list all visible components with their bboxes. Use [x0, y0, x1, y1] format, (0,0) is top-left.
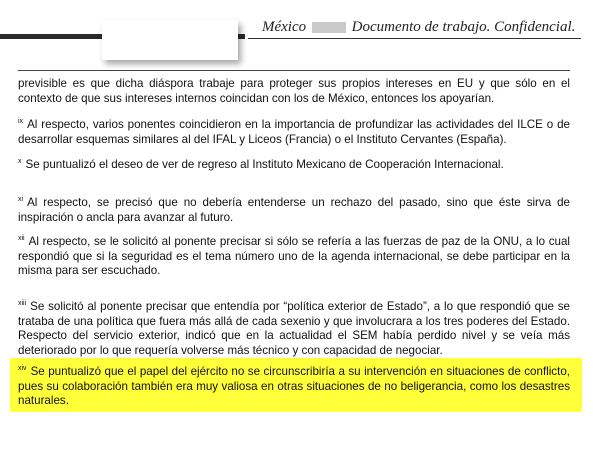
- header-subtitle: Documento de trabajo. Confidencial.: [351, 19, 576, 35]
- header-rule: [248, 38, 581, 39]
- endnote-xiii: [18, 300, 570, 358]
- endnote-text: previsible es que dicha diáspora trabaje para proteger sus propios intereses en EU y que sólo en el contexto de que sus intereses internos coincidan con los de México, entonces los apoyarían.: [18, 77, 570, 105]
- endnote-text: Al respecto, se le solicitó al ponente precisar si sólo se refería a las fuerzas de paz de la ONU, a lo cual respondió que si la seguridad es el tema número uno de la agenda internacional, se debe participar en la misma para ser escuchado.: [18, 235, 570, 277]
- endnote-text: Se solicitó al ponente precisar que entendía por “política exterior de Estado”, a lo que respondió que se trataba de una política que fuera más allá de cada sexenio y que involucrara a los tres poderes del Estado. Respecto del servicio exterior, indicó que en la actualidad el SEM había perdido nivel y se veía más deteriorado por lo que requería volverse más técnico y con capacidad de negociar.: [18, 300, 570, 357]
- endnote-marker: xiii: [18, 300, 27, 308]
- endnote-text: Se puntualizó que el papel del ejército no se circunscribiría a su intervención en situaciones de conflicto, pues su colaboración también era muy valiosa en otras situaciones de no beligerancia, como los desastres naturales.: [18, 365, 570, 407]
- endnote-marker: xiv: [18, 365, 27, 373]
- endnote-text: Al respecto, se precisó que no debería entenderse un rechazo del pasado, sino que éste sirva de inspiración o ancla para avanzar al futuro.: [18, 196, 570, 224]
- document-header-title: [262, 19, 575, 36]
- endnote-marker: ix: [18, 118, 24, 126]
- endnote-x: [18, 158, 570, 173]
- endnote-xii: [18, 235, 570, 279]
- endnote-text: Al respecto, varios ponentes coincidieron en la importancia de profundizar las actividades del ILCE o de desarrollar esquemas similares al del IFAL y Liceos (Francia) o el Instituto Cervantes (España).: [18, 118, 570, 146]
- redacted-logo-box: [102, 20, 238, 60]
- endnote-xiv: [18, 365, 570, 409]
- redacted-text: [312, 22, 346, 33]
- endnote-marker: x: [18, 158, 22, 166]
- header-country: México: [262, 19, 307, 35]
- section-divider: [18, 70, 570, 71]
- endnote-xi: [18, 196, 570, 225]
- endnote-continuation: [18, 77, 570, 106]
- endnote-marker: xi: [18, 196, 24, 204]
- endnote-marker: xii: [18, 235, 25, 243]
- endnote-text: Se puntualizó el deseo de ver de regreso al Instituto Mexicano de Cooperación Internacional.: [25, 158, 504, 171]
- endnote-ix: [18, 118, 570, 147]
